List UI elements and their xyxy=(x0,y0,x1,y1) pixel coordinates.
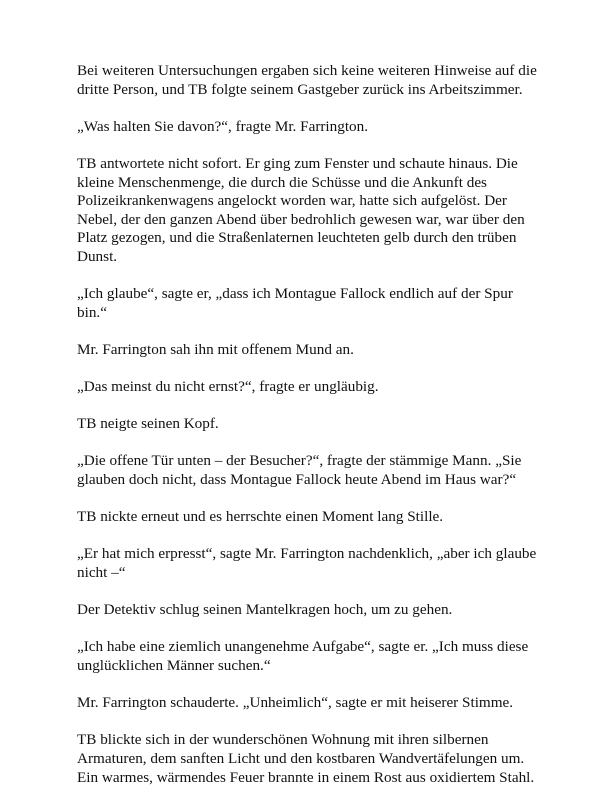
paragraph-3: TB antwortete nicht sofort. Er ging zum Fenster und schaute hinaus. Die kleine Menschenmenge, die durch die Schüsse und die Ankunft des Polizeikrankenwagens angelockt worden war, hatte sich aufgelöst. Der Nebel, der den ganzen Abend über bedrohlich gewesen war, war über den Platz gezogen, und die Straßenlaternen leuchteten gelb durch den trüben Dunst. xyxy=(77,154,525,265)
body-text xyxy=(77,62,539,806)
paragraph-6: „Das meinst du nicht ernst?“, fragte er ungläubig. xyxy=(77,378,379,396)
paragraph-5: Mr. Farrington sah ihn mit offenem Mund an. xyxy=(77,340,354,358)
paragraph-1: Bei weiteren Untersuchungen ergaben sich keine weiteren Hinweise auf die dritte Person, und TB folgte seinem Gastgeber zurück ins Arbeitszimmer. xyxy=(77,62,537,98)
paragraph-14: TB blickte sich in der wunderschönen Wohnung mit ihren silbernen Armaturen, dem sanften Licht und den kostbaren Wandvertäfelungen um. Ein warmes, wärmendes Feuer brannte in einem Rost aus oxidiertem Stahl. xyxy=(77,731,535,786)
paragraph-8: „Die offene Tür unten – der Besucher?“, fragte der stämmige Mann. „Sie glauben doch nicht, dass Montague Fallock heute Abend im Haus war?“ xyxy=(77,452,522,489)
paragraph-12: „Ich habe eine ziemlich unangenehme Aufgabe“, sagte er. „Ich muss diese unglücklichen Männer suchen.“ xyxy=(77,638,529,674)
paragraph-2: „Was halten Sie davon?“, fragte Mr. Farrington. xyxy=(77,117,369,135)
paragraph-11: Der Detektiv schlug seinen Mantelkragen hoch, um zu gehen. xyxy=(77,601,453,619)
paragraph-13: Mr. Farrington schauderte. „Unheimlich“, sagte er mit heiserer Stimme. xyxy=(77,694,514,712)
paragraph-4: „Ich glaube“, sagte er, „dass ich Montague Fallock endlich auf der Spur bin.“ xyxy=(77,285,513,321)
paragraph-9: TB nickte erneut und es herrschte einen Moment lang Stille. xyxy=(77,508,444,526)
paragraph-10: „Er hat mich erpresst“, sagte Mr. Farrington nachdenklich, „aber ich glaube nicht –“ xyxy=(77,545,537,582)
paragraph-7: TB neigte seinen Kopf. xyxy=(77,415,219,433)
